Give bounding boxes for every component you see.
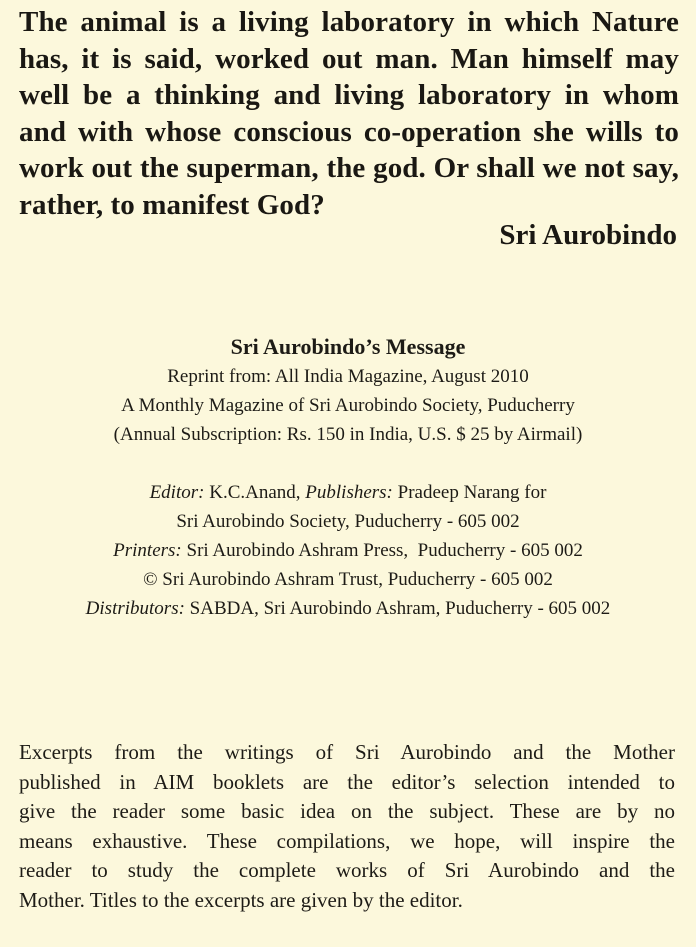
note-line: means exhaustive. These compilations, we hope, will inspire the [19, 828, 675, 853]
quote-author: Sri Aurobindo [499, 219, 677, 251]
magazine-line: A Monthly Magazine of Sri Aurobindo Society, Puducherry [121, 395, 575, 416]
printers-label: Printers: [113, 540, 182, 561]
distributors-line [0, 594, 696, 623]
society-line: Sri Aurobindo Society, Puducherry - 605 002 [176, 511, 520, 532]
printers-value: Sri Aurobindo Ashram Press, Puducherry - 605 002 [186, 540, 583, 561]
subscription-line: (Annual Subscription: Rs. 150 in India, U.S. $ 25 by Airmail) [113, 424, 583, 445]
quote-line: rather, to manifest God? [19, 188, 325, 221]
quote-line: and with whose conscious co-operation she wills to [19, 115, 679, 148]
publishers-value: Pradeep Narang for [397, 482, 547, 503]
epigraph-quote [19, 4, 679, 223]
editor-value: K.C.Anand, [209, 482, 301, 503]
distributors-value: SABDA, Sri Aurobindo Ashram, Puducherry - 605 002 [189, 598, 611, 619]
quote-line: work out the superman, the god. Or shall we not say, [19, 152, 679, 184]
copyright-line: © Sri Aurobindo Ashram Trust, Puducherry - 605 002 [143, 569, 553, 590]
distributors-label: Distributors: [85, 598, 185, 619]
note-line: reader to study the complete works of Sri Aurobindo and the [19, 858, 675, 883]
message-block [0, 332, 696, 449]
note-line: Mother. Titles to the excerpts are given by the editor. [19, 887, 463, 912]
note-line: published in AIM booklets are the editor’s selection intended to [19, 769, 675, 794]
note-line: give the reader some basic idea on the subject. These are by no [19, 799, 675, 824]
editor-label: Editor: [149, 482, 205, 503]
quote-line: well be a thinking and living laboratory in whom [19, 79, 679, 111]
quote-line: has, it is said, worked out man. Man himself may [19, 42, 679, 75]
editor-publisher-line [0, 478, 696, 507]
message-title: Sri Aurobindo’s Message [230, 334, 466, 359]
reprint-line: Reprint from: All India Magazine, August 2010 [167, 366, 529, 387]
credits-block [0, 478, 696, 623]
publishers-label: Publishers: [305, 482, 393, 503]
note-line: Excerpts from the writings of Sri Aurobindo and the Mother [19, 740, 675, 764]
editorial-note [19, 738, 675, 916]
printers-line [0, 536, 696, 565]
quote-line: The animal is a living laboratory in which Nature [19, 6, 679, 38]
